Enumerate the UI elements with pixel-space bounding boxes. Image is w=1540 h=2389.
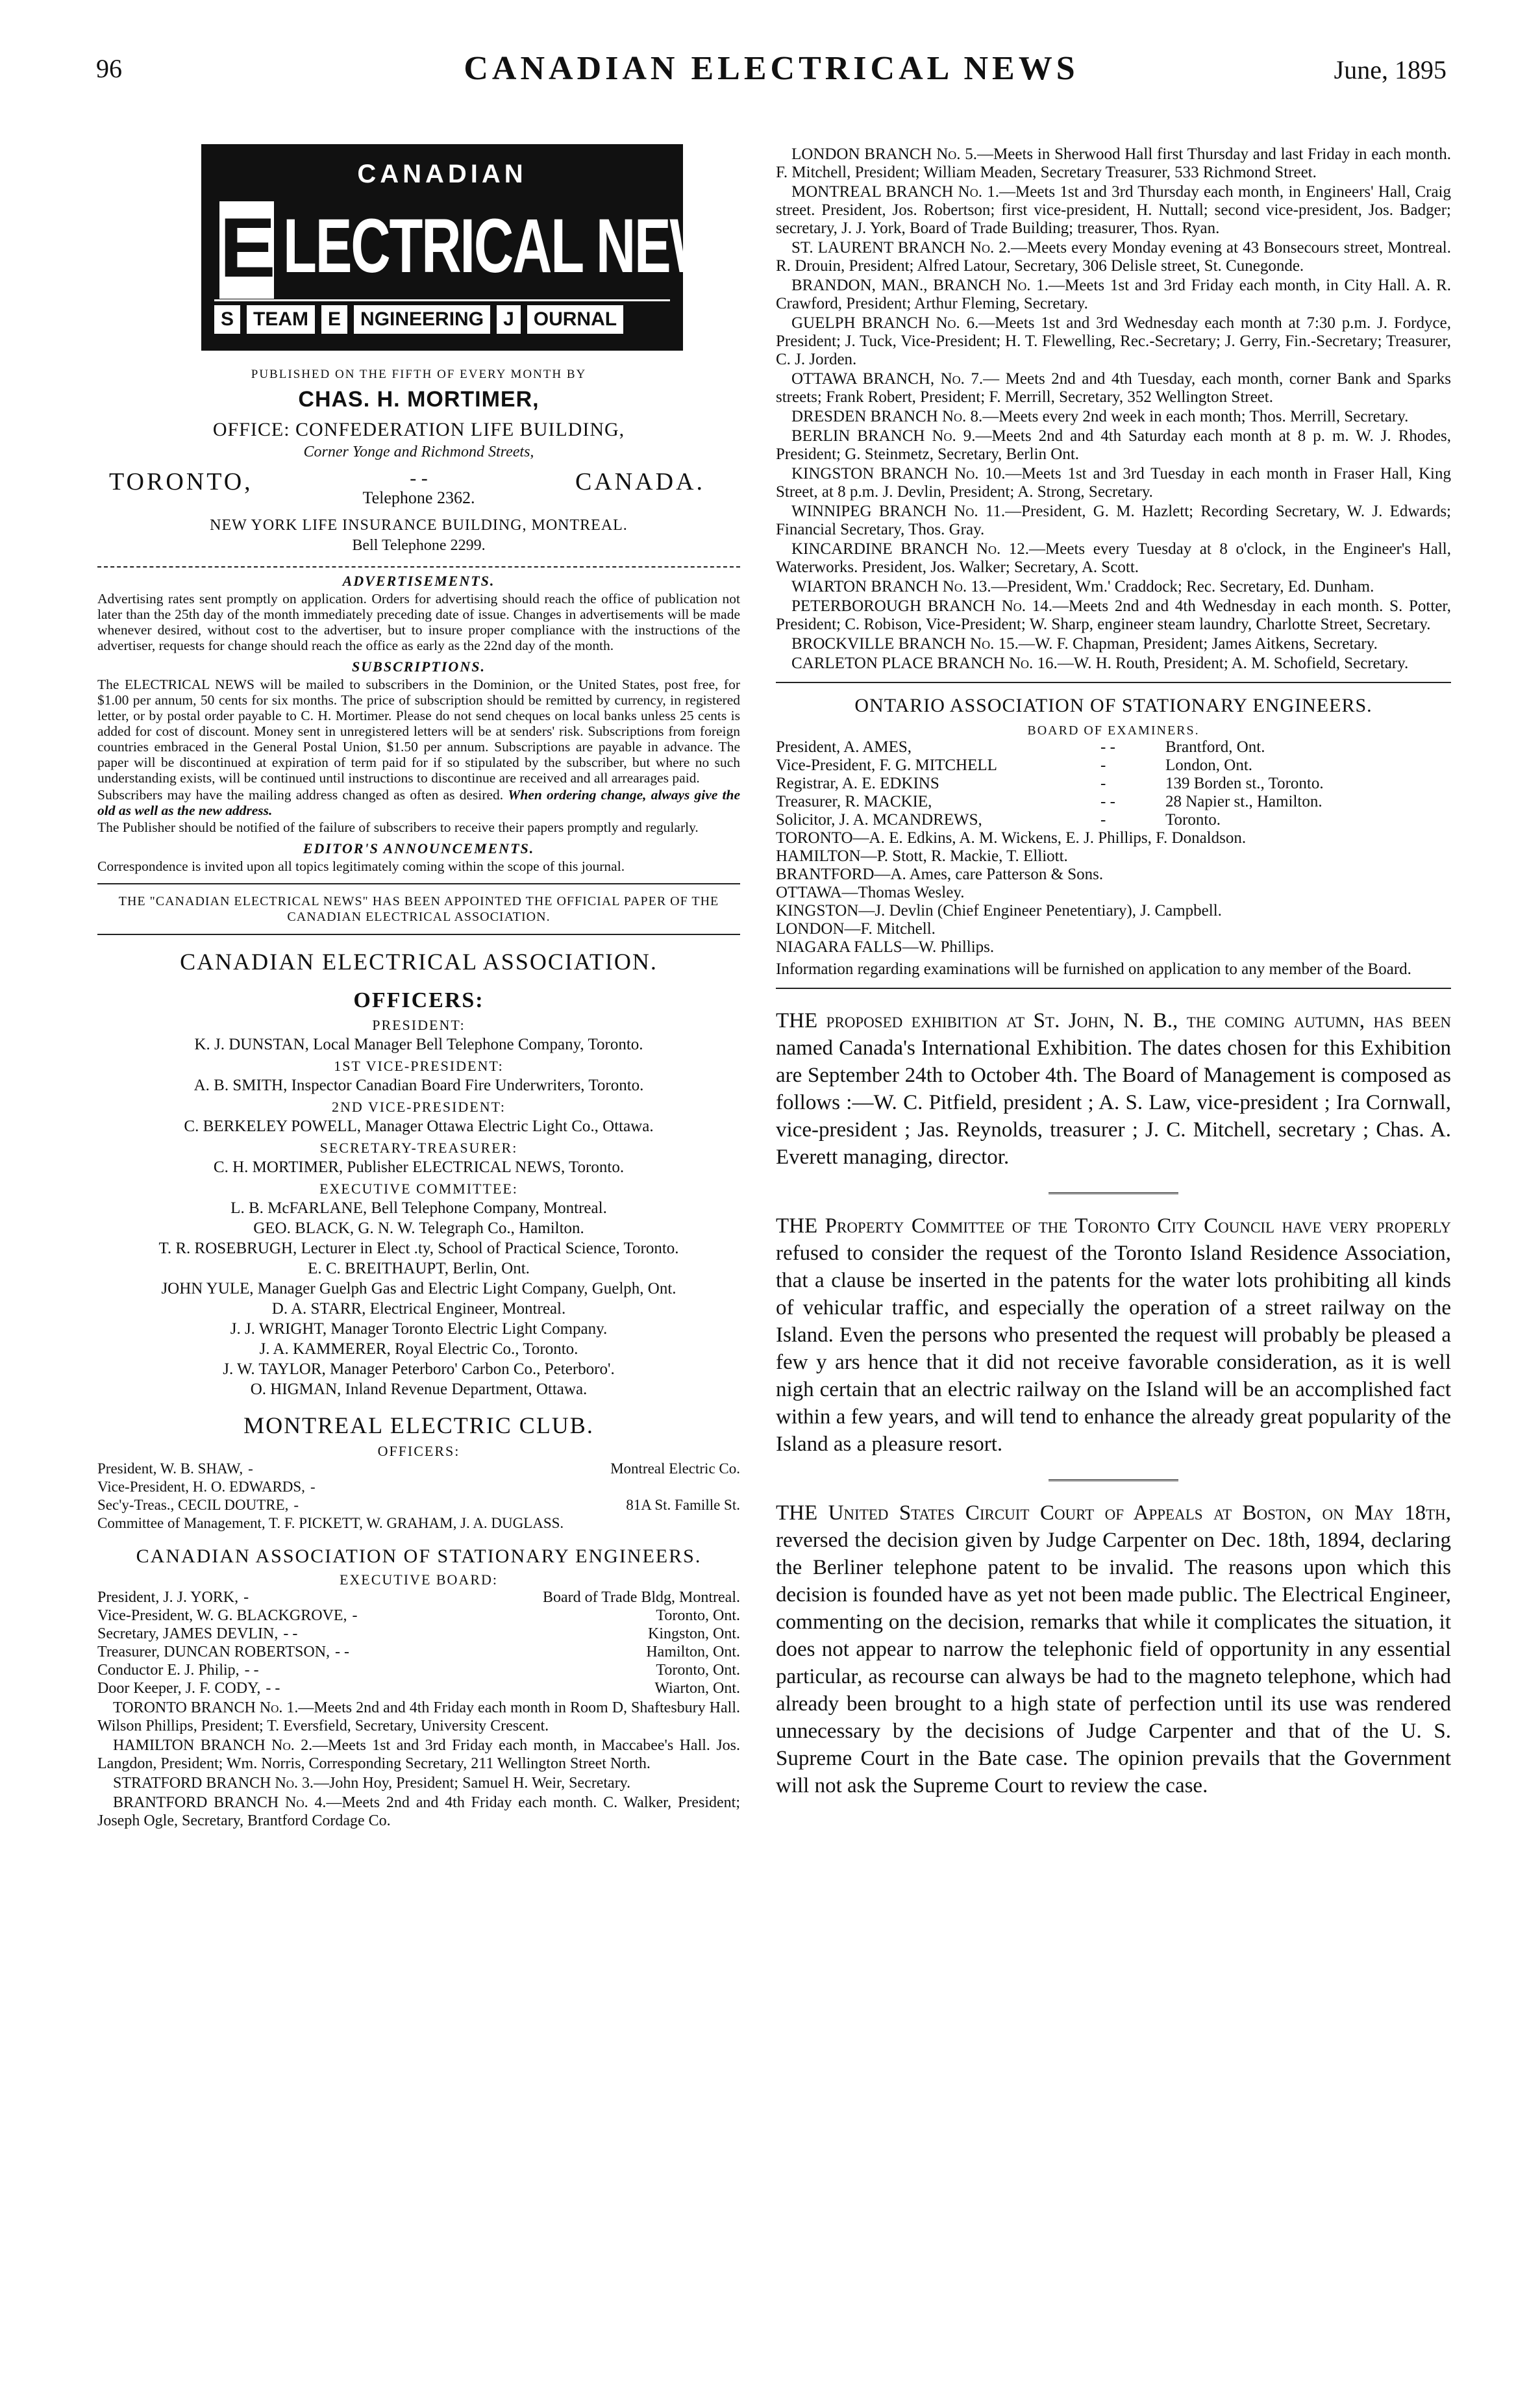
cea-committee-member: D. A. STARR, Electrical Engineer, Montreal.	[271, 1300, 566, 1318]
masthead-logo	[201, 144, 756, 351]
cea-committee-member: GEO. BLACK, G. N. W. Telegraph Co., Hamilton.	[253, 1220, 584, 1237]
branch-name: PETERBOROUGH BRANCH No. 14.	[791, 597, 1052, 615]
officer-dash: - -	[266, 1680, 280, 1697]
officer-dash: -	[310, 1479, 316, 1495]
published-line: PUBLISHED ON THE FIFTH OF EVERY MONTH BY	[251, 368, 587, 381]
branch-name: LONDON BRANCH No. 5.	[791, 145, 978, 163]
officer-place: Montreal Electric Co.	[610, 1460, 740, 1477]
officer-place: Hamilton, Ont.	[646, 1644, 740, 1660]
publisher-name: CHAS. H. MORTIMER,	[298, 387, 540, 412]
cea-officers-heading: OFFICERS:	[353, 988, 484, 1012]
left-column	[97, 144, 756, 1831]
mec-officer-list	[97, 1460, 740, 1514]
examiner-place: Brantford, Ont.	[1165, 738, 1265, 756]
branch-entry	[776, 655, 1451, 673]
branch-text: —Meets 1st and 3rd Friday each month, in City Hall. A. R. Crawford, President; Arthur Fleming, Secretary.	[776, 277, 1451, 312]
telephone: Telephone 2362.	[362, 488, 475, 507]
examiner-dash: -	[1100, 775, 1106, 792]
branch-text: —Meets 1st and 3rd Friday each month, in Maccabee's Hall. Jos. Langdon, President; Wm. Norris, Corresponding Secretary, 211 Wellington Street North.	[97, 1737, 740, 1772]
country: CANADA.	[575, 468, 705, 495]
case-board-heading: EXECUTIVE BOARD:	[339, 1571, 499, 1588]
divider	[97, 883, 740, 884]
advertisements-heading: ADVERTISEMENTS.	[342, 573, 495, 589]
cea-committee-member: T. R. ROSEBRUGH, Lecturer in Elect .ty, School of Practical Science, Toronto.	[158, 1240, 679, 1257]
case-officer-row	[97, 1643, 740, 1661]
officer-dash: -	[243, 1589, 249, 1606]
case-officer-row	[97, 1661, 740, 1679]
examiner-line: OTTAWA—Thomas Wesley.	[776, 884, 965, 901]
divider	[97, 934, 740, 935]
branch-text: —Meets 1st and 3rd Wednesday each month at 7:30 p.m. J. Fordyce, President; J. Tuck, Vice-President; H. T. Flewelling, Rec.-Secretary; J. Gerry, Fin.-Secretary; Treasurer, C. J. Jorden.	[776, 314, 1451, 368]
branch-name: KINCARDINE BRANCH No. 12.	[791, 540, 1030, 558]
examiner-row	[776, 793, 1451, 811]
office-address: OFFICE: CONFEDERATION LIFE BUILDING,	[212, 419, 625, 440]
examiner-line: BRANTFORD—A. Ames, care Patterson & Sons.	[776, 866, 1104, 883]
cea-title: CANADIAN ELECTRICAL ASSOCIATION.	[180, 949, 658, 975]
officer-place: Toronto, Ont.	[656, 1607, 740, 1624]
examiner-row	[776, 811, 1451, 829]
officer-place: Board of Trade Bldg, Montreal.	[543, 1589, 740, 1606]
examiner-dash: -	[1100, 811, 1106, 829]
cea-person: K. J. DUNSTAN, Local Manager Bell Telephone Company, Toronto.	[194, 1036, 643, 1053]
mec-officer-row	[97, 1478, 740, 1496]
examiner-dash: -	[1100, 757, 1106, 774]
branch-entry	[776, 427, 1451, 464]
officer-name: Treasurer, DUNCAN ROBERTSON,	[97, 1644, 330, 1660]
divider	[776, 988, 1451, 989]
officer-name: Secretary, JAMES DEVLIN,	[97, 1625, 279, 1642]
branch-name: OTTAWA BRANCH, No. 7.	[791, 370, 984, 388]
page-number: 96	[96, 54, 122, 83]
branch-text: —President, Wm.' Craddock; Rec. Secretary, Ed. Dunham.	[991, 578, 1374, 595]
case-title: CANADIAN ASSOCIATION OF STATIONARY ENGINEERS.	[136, 1545, 702, 1567]
advertisements-text: Advertising rates sent promptly on application. Orders for advertising should reach the office of publication not later than the 25th day of the month immediately preceding date of issue. Changes in advertisements will be made whenever desired, without cost to the advertiser, but to insure proper compliance with the instructions of the advertiser, requests for change should reach the office as early as the 22nd day of the month.	[97, 591, 740, 653]
branch-name: STRATFORD BRANCH No. 3.	[113, 1775, 314, 1792]
branch-entry	[776, 370, 1451, 407]
branch-text: —Meets 2nd and 4th Saturday each month at 8 p. m. W. J. Rhodes, President; G. Steinmetz, Secretary, Berlin Ont.	[776, 427, 1451, 463]
examiner-line: KINGSTON—J. Devlin (Chief Engineer Penetentiary), J. Campbell.	[776, 902, 1222, 919]
masthead-big-letter: E	[219, 200, 276, 295]
cea-person: C. BERKELEY POWELL, Manager Ottawa Electric Light Co., Ottawa.	[184, 1118, 654, 1135]
masthead-strip-seg: E	[321, 305, 347, 334]
cea-role: PRESIDENT:	[372, 1017, 466, 1033]
branch-text: —Meets in Sherwood Hall first Thursday and last Friday in each month. F. Mitchell, President; William Meaden, Secretary Treasurer, 533 Richmond Street.	[776, 145, 1451, 181]
branch-name: CARLETON PLACE BRANCH No. 16.	[791, 655, 1058, 672]
cea-committee-member: J. J. WRIGHT, Manager Toronto Electric Light Company.	[230, 1320, 608, 1338]
subscriptions-heading: SUBSCRIPTIONS.	[352, 658, 486, 675]
examiner-name: Registrar, A. E. EDKINS	[776, 775, 939, 792]
cea-role: SECRETARY-TREASURER:	[319, 1140, 518, 1156]
case-officer-row	[97, 1588, 740, 1607]
masthead-main-word: LECTRICAL NEWS	[283, 203, 756, 289]
officer-name: Sec'y-Treas., CECIL DOUTRE,	[97, 1497, 289, 1513]
cea-committee-member: E. C. BREITHAUPT, Berlin, Ont.	[308, 1260, 530, 1277]
officer-dash: - -	[335, 1644, 350, 1660]
examiner-name: Solicitor, J. A. MCANDREWS,	[776, 811, 982, 829]
address-note-italic: When ordering change, always give the old as well as the new address.	[97, 787, 741, 818]
office-corner: Corner Yonge and Richmond Streets,	[303, 444, 534, 460]
branch-entry	[776, 597, 1451, 634]
examiner-row	[776, 757, 1451, 775]
case-officer-row	[97, 1679, 740, 1697]
city-dashes: - -	[410, 468, 428, 489]
editors-heading: EDITOR'S ANNOUNCEMENTS.	[303, 840, 535, 857]
branch-entry	[776, 145, 1451, 182]
branch-text: —Meets 2nd and 4th Friday each month. C. Walker, President; Joseph Ogle, Secretary, Brantford Cordage Co.	[97, 1794, 740, 1829]
masthead-strip-seg: S	[214, 305, 240, 334]
branch-name: BROCKVILLE BRANCH No. 15.	[791, 635, 1019, 653]
issue-date: June, 1895	[1334, 55, 1447, 84]
branch-name: TORONTO BRANCH No. 1.	[113, 1699, 299, 1716]
examiner-place: 139 Borden st., Toronto.	[1165, 775, 1324, 792]
officer-place: 81A St. Famille St.	[626, 1497, 740, 1513]
branch-entry	[776, 183, 1451, 238]
subscriptions-publisher-note: The Publisher should be notified of the failure of subscribers to receive their papers promptly and regularly.	[97, 819, 699, 835]
branch-name: BERLIN BRANCH No. 9.	[791, 427, 976, 445]
cea-person: A. B. SMITH, Inspector Canadian Board Fire Underwriters, Toronto.	[193, 1077, 644, 1094]
case-officer-row	[97, 1625, 740, 1643]
masthead-top-word: CANADIAN	[357, 160, 527, 188]
officer-name: Vice-President, H. O. EDWARDS,	[97, 1479, 305, 1495]
examiner-line: NIAGARA FALLS—W. Phillips.	[776, 938, 995, 956]
examiner-place: 28 Napier st., Hamilton.	[1165, 793, 1323, 810]
mec-officers-heading: OFFICERS:	[377, 1443, 460, 1459]
branch-name: BRANTFORD BRANCH No. 4.	[113, 1794, 327, 1811]
officer-place: Kingston, Ont.	[647, 1625, 740, 1642]
officer-dash: -	[248, 1460, 253, 1477]
branch-entry	[776, 635, 1451, 653]
masthead-strip	[214, 299, 670, 338]
city: TORONTO,	[109, 468, 253, 495]
montreal-office: NEW YORK LIFE INSURANCE BUILDING, MONTREAL.	[210, 517, 628, 534]
mec-officer-row	[97, 1496, 740, 1514]
branch-entry	[776, 465, 1451, 501]
officer-name: President, J. J. YORK,	[97, 1589, 239, 1606]
cea-committee-member: O. HIGMAN, Inland Revenue Department, Ottawa.	[250, 1381, 588, 1398]
examiner-place: London, Ont.	[1165, 757, 1253, 774]
masthead-strip-seg: OURNAL	[527, 305, 623, 334]
examiner-dash: - -	[1100, 738, 1115, 756]
cea-committee-member: L. B. McFARLANE, Bell Telephone Company, Montreal.	[230, 1199, 607, 1217]
official-paper-notice: THE "CANADIAN ELECTRICAL NEWS" HAS BEEN APPOINTED THE OFFICIAL PAPER OF THE CANADIAN ELECTRICAL ASSOCIATION.	[118, 894, 719, 924]
city-row	[97, 468, 740, 513]
branch-entry	[776, 239, 1451, 275]
cea-committee-member: JOHN YULE, Manager Guelph Gas and Electric Light Company, Guelph, Ont.	[161, 1280, 677, 1297]
examiner-place: Toronto.	[1165, 811, 1221, 829]
branch-text: —W. H. Routh, President; A. M. Schofield, Secretary.	[1057, 655, 1409, 672]
branch-name: HAMILTON BRANCH No. 2.	[113, 1737, 313, 1754]
branch-name: DRESDEN BRANCH No. 8.	[791, 408, 983, 425]
divider	[1049, 1479, 1178, 1481]
masthead-big-letter-box	[219, 201, 274, 299]
branch-text: —Meets every 2nd week in each month; Thos. Merrill, Secretary.	[982, 408, 1409, 425]
address-note-plain: Subscribers may have the mailing address changed as often as desired.	[97, 787, 508, 803]
oase-board-heading: BOARD OF EXAMINERS.	[1027, 723, 1200, 738]
branch-name: WIARTON BRANCH No. 13.	[791, 578, 991, 595]
case-branch	[97, 1736, 740, 1773]
examiner-name: Treasurer, R. MACKIE,	[776, 793, 932, 810]
masthead-strip-seg: J	[497, 305, 521, 334]
branch-name: BRANDON, MAN., BRANCH No. 1.	[791, 277, 1049, 294]
officer-dash: - -	[244, 1662, 259, 1679]
case-branch	[97, 1794, 740, 1830]
bell-telephone: Bell Telephone 2299.	[352, 537, 486, 554]
cea-role: EXECUTIVE COMMITTEE:	[319, 1181, 518, 1197]
examiner-row	[776, 738, 1451, 757]
running-title: CANADIAN ELECTRICAL NEWS	[464, 50, 1079, 87]
cea-person: C. H. MORTIMER, Publisher ELECTRICAL NEWS, Toronto.	[213, 1158, 625, 1176]
examination-note: Information regarding examinations will be furnished on application to any member of the Board.	[776, 960, 1411, 978]
cea-role: 1ST VICE-PRESIDENT:	[334, 1058, 504, 1074]
divider	[97, 566, 740, 568]
right-column	[776, 144, 1451, 1821]
branch-name: GUELPH BRANCH No. 6.	[791, 314, 979, 332]
masthead-strip-seg: NGINEERING	[354, 305, 490, 334]
officer-dash: -	[293, 1497, 299, 1513]
case-officer-list	[97, 1588, 740, 1697]
branch-name: KINGSTON BRANCH No. 10.	[791, 465, 1006, 482]
branch-text: —President, G. M. Hazlett; Recording Secretary, W. J. Edwards; Financial Secretary, Thos. Gray.	[776, 503, 1451, 538]
branch-text: —W. F. Chapman, President; James Aitkens, Secretary.	[1018, 635, 1378, 653]
examiner-name: Vice-President, F. G. MITCHELL	[776, 757, 997, 774]
branch-entry	[776, 578, 1451, 596]
officer-dash: -	[352, 1607, 358, 1624]
branch-text: —Meets 1st and 3rd Thursday each month, in Engineers' Hall, Craig street. President, Jos. Robertson; first vice-president, H. Nuttall; second vice-president, Jos. Badger; secretary, J. J. York, Board of Trade Building; treasurer, Thos. Ryan.	[776, 183, 1451, 237]
divider	[776, 682, 1451, 683]
branch-entry	[776, 277, 1451, 313]
divider	[1049, 1192, 1178, 1194]
examiner-name: President, A. AMES,	[776, 738, 912, 756]
branch-text: — Meets 2nd and 4th Tuesday, each month, corner Bank and Sparks streets; Frank Robert, President; F. Merrill, Secretary, 352 Wellington Street.	[776, 370, 1452, 406]
examiner-line: HAMILTON—P. Stott, R. Mackie, T. Elliott.	[776, 847, 1068, 865]
officer-name: President, W. B. SHAW,	[97, 1460, 243, 1477]
officer-dash: - -	[283, 1625, 298, 1642]
branch-name: WINNIPEG BRANCH No. 11.	[791, 503, 1006, 520]
officer-name: Door Keeper, J. F. CODY,	[97, 1680, 261, 1697]
cea-role: 2ND VICE-PRESIDENT:	[331, 1099, 506, 1115]
branch-name: ST. LAURENT BRANCH No. 2.	[791, 239, 1011, 256]
officer-place: Wiarton, Ont.	[654, 1680, 740, 1697]
cea-committee-member: J. A. KAMMERER, Royal Electric Co., Toronto.	[259, 1340, 578, 1358]
branch-entry	[776, 314, 1451, 369]
case-officer-row	[97, 1607, 740, 1625]
examiner-line: LONDON—F. Mitchell.	[776, 920, 936, 938]
branch-text: —Meets 2nd and 4th Wednesday in each month. S. Potter, President; C. Robison, Vice-President; W. Sharp, engineer steam laundry, Charlotte Street, Secretary.	[776, 597, 1451, 633]
oase-title: ONTARIO ASSOCIATION OF STATIONARY ENGINEERS.	[854, 695, 1372, 716]
news-item-telephone: THE United States Circuit Court of Appeals at Boston, on May 18th, reversed the decision given by Judge Carpenter on Dec. 18th, 1894, declaring the Berliner telephone patent to be invalid. The reasons upon which this decision is founded have as yet not been made public. The Electrical Engineer, commenting on the decision, remarks that while it complicates the situation, it does not appear to narrow the telephonic field of opportunity in any essential particular, as recourse can always be had to the magneto telephone, which had already been brought to a high state of perfection until its use was rendered unnecessary by the decisions of Judge Carpenter and that of the U. S. Supreme Court in the Bate case. The opinion prevails that the Government will not ask the Supreme Court to review the case.	[776, 1501, 1451, 1797]
news-item-island: THE Property Committee of the Toronto City Council have very properly refused to consider the request of the Toronto Island Residence Association, that a clause be inserted in the patents for the water lots prohibiting all kinds of vehicular traffic, and especially the operation of a street railway on the Island. Even the persons who presented the request will probably be pleased a few y ars hence that it did not receive favorable consideration, as it is well nigh certain that an electric railway on the Island will be an accomplished fact within a few years, and will tend to enhance the already great popularity of the Island as a pleasure resort.	[776, 1214, 1451, 1456]
officer-name: Vice-President, W. G. BLACKGROVE,	[97, 1607, 347, 1624]
case-branch	[97, 1699, 740, 1735]
subscriptions-address-note	[97, 787, 740, 818]
cea-committee-member: J. W. TAYLOR, Manager Peterboro' Carbon Co., Peterboro'.	[223, 1360, 615, 1378]
subscriptions-text: The ELECTRICAL NEWS will be mailed to subscribers in the Dominion, or the United States, post free, for $1.00 per annum, 50 cents for six months. The price of subscription should be remitted by currency, in registered letter, or by postal order payable to C. H. Mortimer. Please do not send cheques on local banks unless 25 cents is added for cost of discount. Money sent in unregistered letters will be at senders' risk. Subscriptions from foreign countries embraced in the General Postal Union, $1.50 per annum. Subscriptions are payable in advance. The paper will be discontinued at expiration of term paid for if so stipulated by the subscriber, but where no such understanding exists, will be continued until instructions to discontinue are received and all arrearages paid.	[97, 677, 740, 786]
mec-committee: Committee of Management, T. F. PICKETT, W. GRAHAM, J. A. DUGLASS.	[97, 1515, 564, 1531]
examiner-dash: - -	[1100, 793, 1115, 810]
running-head	[96, 50, 1447, 99]
editors-text: Correspondence is invited upon all topics legitimately coming within the scope of this journal.	[97, 858, 625, 874]
branch-name: MONTREAL BRANCH No. 1.	[791, 183, 999, 201]
mec-title: MONTREAL ELECTRIC CLUB.	[243, 1412, 594, 1438]
officer-place: Toronto, Ont.	[656, 1662, 740, 1679]
masthead-strip-seg: TEAM	[247, 305, 315, 334]
branch-text: —John Hoy, President; Samuel H. Weir, Secretary.	[314, 1775, 631, 1792]
examiner-row	[776, 775, 1451, 793]
branch-entry	[776, 408, 1451, 426]
branch-text: —Meets 1st and 3rd Tuesday in each month in Fraser Hall, King Street, at 8 p.m. J. Devlin, President; A. Strong, Secretary.	[776, 465, 1451, 501]
mec-officer-row	[97, 1460, 740, 1478]
officer-name: Conductor E. J. Philip,	[97, 1662, 240, 1679]
branch-text: —Meets every Tuesday at 8 o'clock, in the Engineer's Hall, Waterworks. President, Jos. Walker; Secretary, A. Scott.	[776, 540, 1451, 576]
examiner-line: TORONTO—A. E. Edkins, A. M. Wickens, E. J. Phillips, F. Donaldson.	[776, 829, 1247, 847]
branch-entry	[776, 540, 1451, 577]
branch-text: —Meets 2nd and 4th Friday each month in Room D, Shaftesbury Hall. Wilson Phillips, President; T. Eversfield, Secretary, University Crescent.	[97, 1699, 740, 1734]
branch-text: —Meets every Monday evening at 43 Bonsecours street, Montreal. R. Drouin, President; Alfred Latour, Secretary, 306 Delisle street, St. Cunegonde.	[776, 239, 1452, 275]
branch-entry	[776, 503, 1451, 539]
case-branch	[97, 1774, 740, 1792]
news-item-exhibition: THE proposed exhibition at St. John, N. B., the coming autumn, has been named Canada's International Exhibition. The dates chosen for this Exhibition are September 24th to October 4th. The Board of Management is composed as follows :—W. C. Pitfield, president ; A. S. Law, vice-president ; Ira Cornwall, vice-president ; Jas. Reynolds, treasurer ; J. C. Mitchell, secretary ; Chas. A. Everett managing, director.	[776, 1009, 1451, 1169]
